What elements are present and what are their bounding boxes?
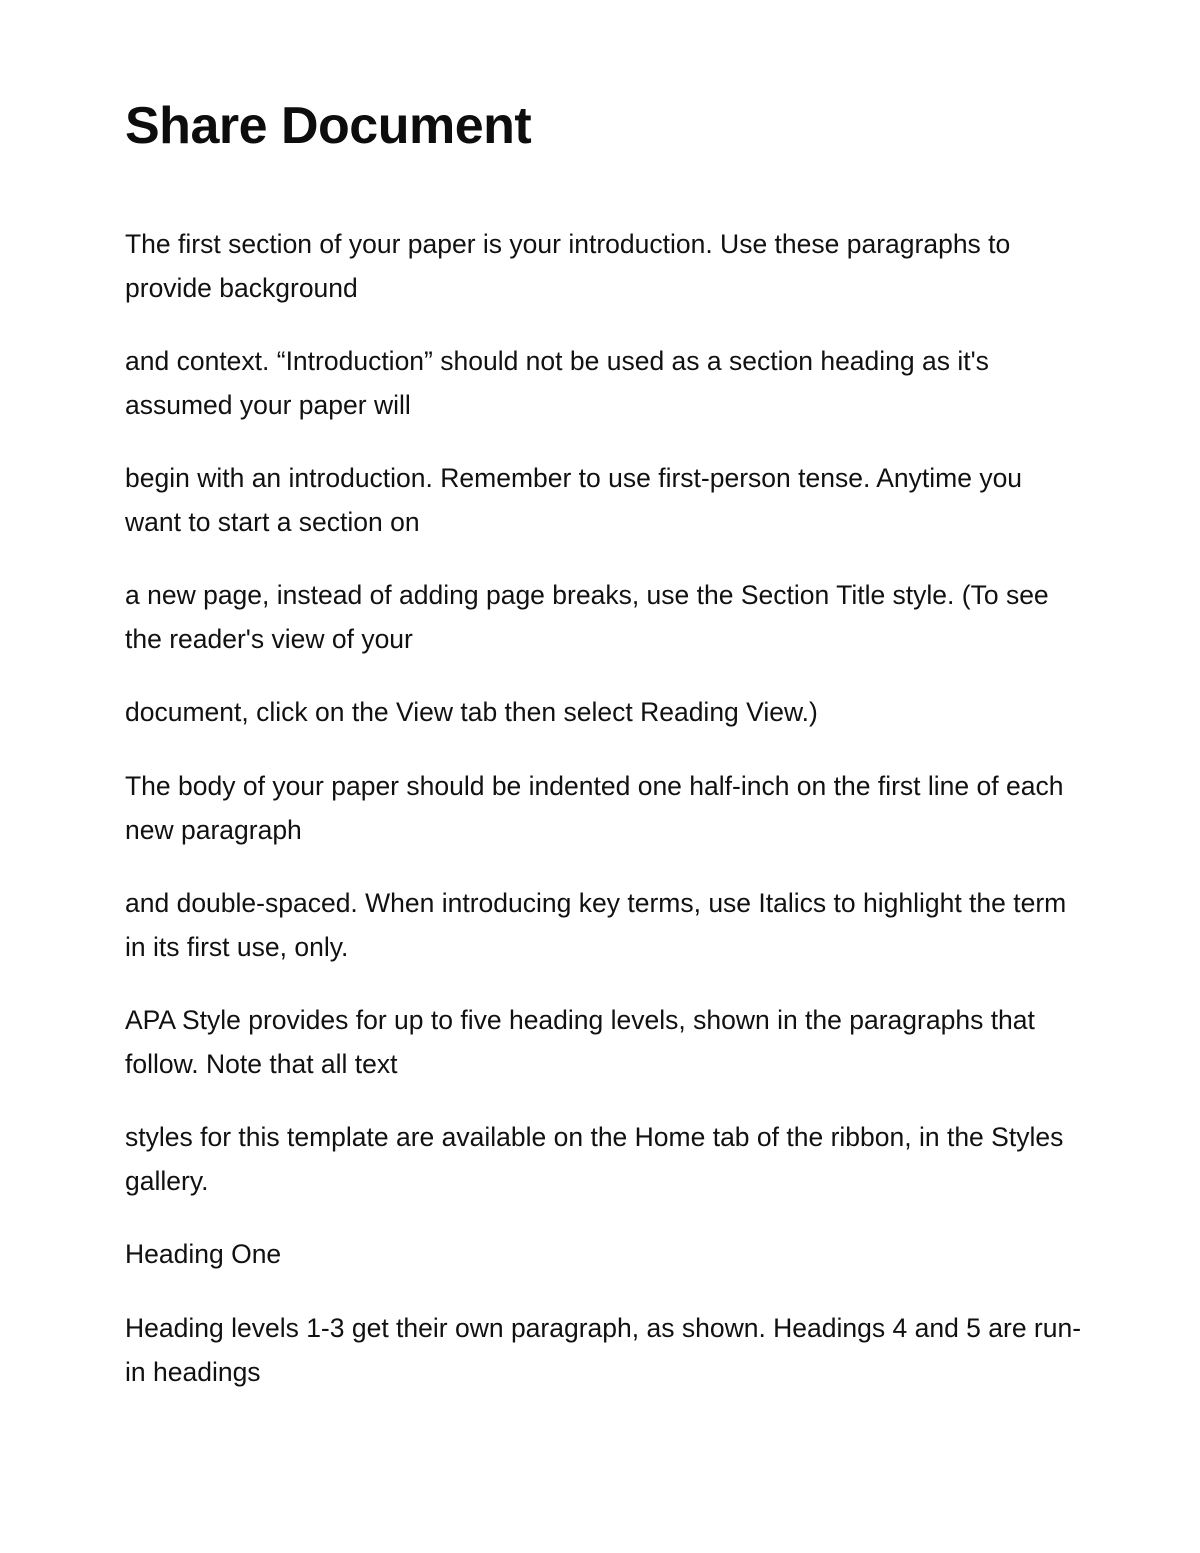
paragraph-styles-gallery: styles for this template are available on the Home tab of the ribbon, in the Styles gallery. xyxy=(125,1122,1064,1196)
paragraph-key-terms: and double-spaced. When introducing key terms, use Italics to highlight the term in its first use, only. xyxy=(125,888,1067,962)
paragraph-section-title: a new page, instead of adding page breaks, use the Section Title style. (To see the reader's view of your xyxy=(125,580,1049,654)
document-title: Share Document xyxy=(125,97,532,155)
paragraph-first-person: begin with an introduction. Remember to use first-person tense. Anytime you want to start a section on xyxy=(125,463,1023,537)
paragraph-introduction: The first section of your paper is your introduction. Use these paragraphs to provide background xyxy=(125,229,1011,303)
document-body xyxy=(125,222,1085,1423)
heading-one: Heading One xyxy=(125,1239,282,1269)
paragraph-context: and context. “Introduction” should not be used as a section heading as it's assumed your paper will xyxy=(125,346,989,420)
paragraph-run-in-headings: Heading levels 1-3 get their own paragraph, as shown. Headings 4 and 5 are run-in headings xyxy=(125,1313,1082,1387)
paragraph-heading-levels: APA Style provides for up to five heading levels, shown in the paragraphs that follow. Note that all text xyxy=(125,1005,1035,1079)
paragraph-body-indent: The body of your paper should be indented one half-inch on the first line of each new paragraph xyxy=(125,771,1064,845)
document-page xyxy=(125,88,1085,164)
paragraph-reading-view: document, click on the View tab then select Reading View.) xyxy=(125,697,818,727)
